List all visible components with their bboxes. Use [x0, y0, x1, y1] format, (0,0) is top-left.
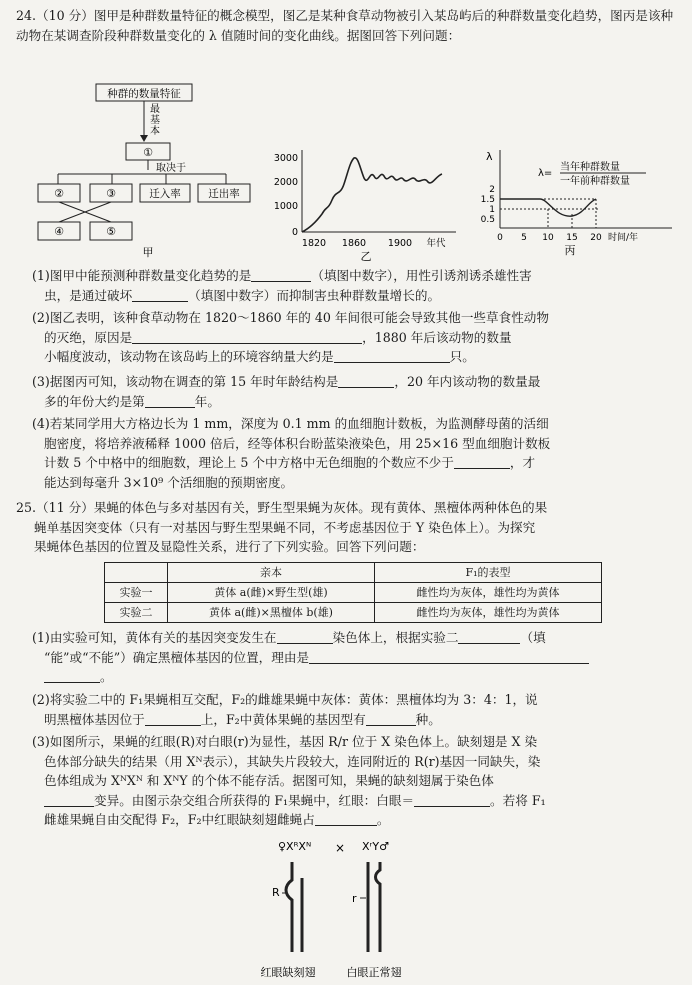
answer-blank[interactable]	[334, 349, 450, 363]
q24-s3: (3)据图丙可知，该动物在调查的第 15 年时年龄结构是 ，20 年内该动物的数量最 多的年份大约是第 年。	[32, 374, 541, 409]
svg-text:2000: 2000	[273, 177, 298, 188]
svg-text:本: 本	[150, 126, 160, 137]
svg-text:③: ③	[106, 187, 116, 200]
population-curve	[302, 158, 442, 232]
svg-text:λ: λ	[486, 150, 493, 163]
svg-text:基: 基	[150, 115, 160, 126]
svg-text:λ=: λ=	[538, 168, 553, 179]
svg-text:迁入率: 迁入率	[149, 188, 181, 200]
svg-text:1.5: 1.5	[480, 195, 495, 205]
q24-s4: (4)若某同学用大方格边长为 1 mm，深度为 0.1 mm 的血细胞计数板，为监测酵母菌的活细 胞密度，将培养液稀释 1000 倍后，经等体积台盼蓝染液染色，用 25×16 型血细胞计数板 计数 5 个中格中的细胞数，理论上 5 个中方格中无色细胞的个数应不少于 ，才 能达到每毫升 3×10⁹ 个活细胞的预期密度。	[32, 416, 551, 490]
answer-blank[interactable]	[251, 268, 311, 282]
caption-bing: 丙	[564, 244, 576, 257]
answer-blank[interactable]	[309, 650, 589, 664]
svg-text:10: 10	[542, 233, 554, 243]
svg-text:1820: 1820	[301, 238, 327, 249]
svg-text:时间/年: 时间/年	[608, 233, 639, 243]
svg-text:取决于: 取决于	[156, 163, 186, 174]
chromosome-y	[376, 862, 381, 952]
answer-blank[interactable]	[277, 630, 333, 644]
table-row: 实验一 黄体 a(雌)×野生型(雄) 雌性均为灰体，雄性均为黄体	[105, 583, 602, 603]
caption-yi: 乙	[360, 250, 372, 262]
svg-text:迁出率: 迁出率	[208, 188, 240, 200]
svg-text:2: 2	[489, 185, 495, 195]
figure-bing	[476, 146, 682, 262]
svg-text:0: 0	[291, 227, 298, 238]
q25-s2: (2)将实验二中的 F₁果蝇相互交配，F₂的雌雄果蝇中灰体：黄体：黑檀体均为 3：4：1，说 明黑檀体基因位于 上，F₂中黄体果蝇的基因型有 种。	[32, 692, 538, 727]
answer-blank[interactable]	[315, 812, 377, 826]
answer-blank[interactable]	[414, 793, 490, 807]
svg-text:④: ④	[54, 225, 64, 238]
svg-text:3000: 3000	[273, 153, 298, 164]
top-box-label: 种群的数量特征	[107, 88, 181, 100]
caption-left: 红眼缺刻翅	[260, 966, 316, 979]
answer-blank[interactable]	[44, 669, 100, 683]
svg-text:1860: 1860	[341, 238, 367, 249]
chromosome-figure	[240, 834, 440, 984]
svg-text:⑤: ⑤	[106, 225, 116, 238]
svg-text:当年种群数量: 当年种群数量	[560, 162, 620, 173]
table-header-row: 亲本 F₁的表型	[105, 563, 602, 583]
answer-blank[interactable]	[145, 712, 201, 726]
male-label: XʳY♂	[362, 840, 389, 853]
svg-text:15: 15	[566, 233, 578, 243]
svg-text:最: 最	[150, 104, 160, 115]
experiment-table	[104, 562, 602, 623]
q25-intro: 25.（11 分）果蝇的体色与多对基因有关，野生型果蝇为灰体。现有黄体、黑檀体两种体色的果 蝇单基因突变体（只有一对基因与野生型果蝇不同，不考虑基因位于 Y 染色体上）。为探究 果蝇体色基因的位置及显隐性关系，进行了下列实验。回答下列问题：	[16, 500, 548, 555]
q24-s2: (2)图乙表明，该种食草动物在 1820～1860 年的 40 年间很可能会导致其他一些草食性动物 的灭绝，原因是 ，1880 年后该动物的数量 小幅度波动，该动物在该岛屿上的环境容纳量大约是 只。	[32, 310, 549, 365]
svg-text:1000: 1000	[273, 201, 298, 212]
svg-text:R: R	[272, 886, 280, 899]
answer-blank[interactable]	[458, 630, 520, 644]
answer-blank[interactable]	[132, 288, 188, 302]
q24-intro: 24.（10 分）图甲是种群数量特征的概念模型，图乙是某种食草动物被引入某岛屿后的种群数量变化趋势，图丙是该种动物在某调查阶段种群数量变化的 λ 值随时间的变化曲线。据图回答下列问题：	[16, 8, 674, 43]
cross-symbol: ×	[334, 841, 346, 855]
svg-text:r: r	[352, 892, 357, 905]
svg-text:0: 0	[497, 233, 503, 243]
svg-text:一年前种群数量: 一年前种群数量	[560, 176, 630, 187]
figure-yi	[266, 144, 466, 262]
q25-s3: (3)如图所示，果蝇的红眼(R)对白眼(r)为显性，基因 R/r 位于 X 染色体上。缺刻翅是 X 染 色体部分缺失的结果（用 Xᴺ表示），其缺失片段较大，连同附近的 R(r)基因一同缺失，染 色体组成为 XᴺXᴺ 和 XᴺY 的个体不能存活。据图可知，果蝇的缺刻翅属于染色体 变异。由图示杂交组合所获得的 F₁果蝇中，红眼：白眼＝ 。若将 F₁ 雌雄果蝇自由交配得 F₂，F₂中红眼缺刻翅雌蝇占 。	[32, 734, 546, 828]
svg-text:20: 20	[590, 233, 602, 243]
answer-blank[interactable]	[454, 455, 510, 469]
svg-text:0.5: 0.5	[480, 215, 495, 225]
svg-text:②: ②	[54, 187, 64, 200]
caption-right: 白眼正常翅	[346, 966, 402, 979]
caption-jia: 甲	[142, 246, 154, 259]
answer-blank[interactable]	[132, 330, 362, 344]
q24-s1: (1)图甲中能预测种群数量变化趋势的是 （填图中数字），用性引诱剂诱杀雄性害 虫，是通过破坏 （填图中数字）而抑制害虫种群数量增长的。	[32, 268, 532, 303]
chromosome-xr	[286, 862, 292, 952]
table-row: 实验二 黄体 a(雌)×黑檀体 b(雄) 雌性均为灰体，雄性均为黄体	[105, 603, 602, 623]
svg-text:1: 1	[489, 205, 495, 215]
answer-blank[interactable]	[338, 374, 394, 388]
answer-blank[interactable]	[145, 394, 195, 408]
female-label: ♀XᴿXᴺ	[278, 840, 312, 853]
answer-blank[interactable]	[44, 793, 94, 807]
svg-text:①: ①	[143, 146, 153, 159]
q25-s1: (1)由实验可知，黄体有关的基因突变发生在 染色体上，根据实验二 （填 “能”或“不能”）确定黑檀体基因的位置，理由是 。	[32, 628, 672, 687]
figure-jia	[36, 80, 256, 260]
svg-text:5: 5	[521, 233, 527, 243]
answer-blank[interactable]	[366, 712, 416, 726]
svg-text:1900: 1900	[387, 238, 413, 249]
svg-text:年代: 年代	[426, 238, 446, 249]
